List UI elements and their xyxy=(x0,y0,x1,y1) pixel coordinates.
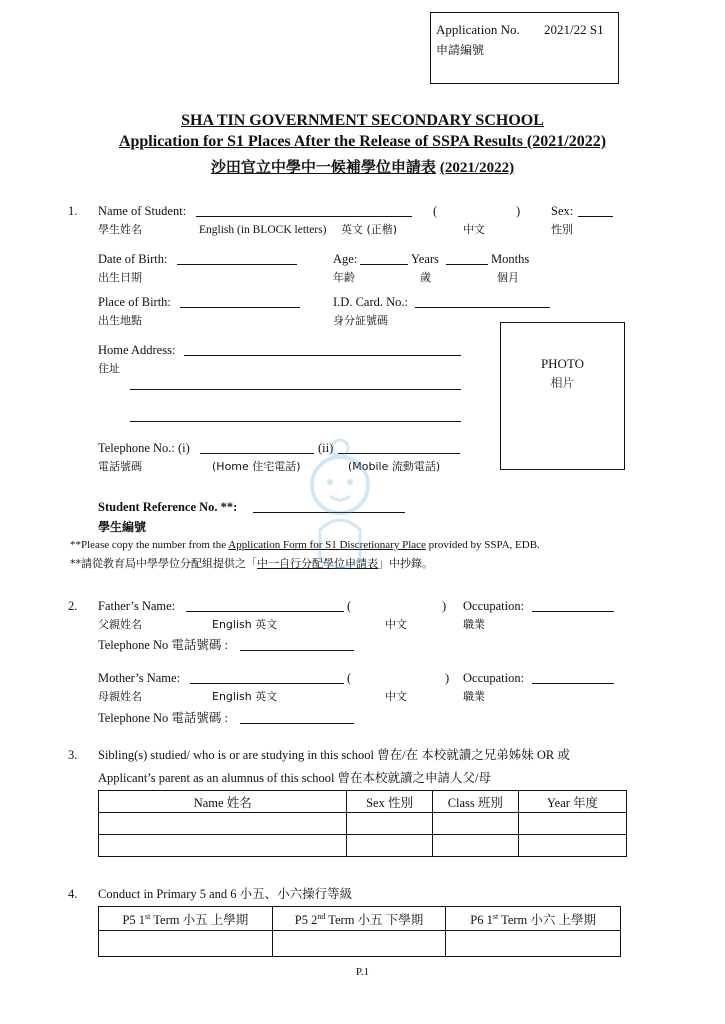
months-zh: 個月 xyxy=(497,271,519,284)
age-zh: 年齡 xyxy=(333,271,355,284)
home-address-label: Home Address: xyxy=(98,343,176,357)
sibling-year-cell[interactable] xyxy=(518,835,626,857)
chinese-name-zh: 中文 xyxy=(463,223,485,236)
id-card-label: I.D. Card. No.: xyxy=(333,295,408,309)
mother-name-english-line[interactable] xyxy=(190,683,344,684)
photo-box[interactable] xyxy=(500,322,625,470)
reference-note-en-pre: **Please copy the number from the xyxy=(70,539,227,551)
application-number-label: Application No. xyxy=(436,22,520,37)
conduct-p6-term1-sup: st xyxy=(492,911,499,921)
sibling-line-1: Sibling(s) studied/ who is or are studying in this school 曾在/在 本校就讀之兄弟姊妹 OR 或 xyxy=(98,748,570,762)
application-number-value: 2021/22 S1 xyxy=(544,22,604,37)
sex-zh: 性別 xyxy=(551,223,573,236)
reference-note-zh-link: 中一自行分配學位申請表 xyxy=(257,557,378,570)
conduct-p5-term2-sup: nd xyxy=(317,911,326,921)
table-row xyxy=(99,835,627,857)
reference-note-zh-post: 」中抄錄。 xyxy=(378,557,433,570)
section-3-number: 3. xyxy=(68,748,78,762)
mobile-telephone-hint: (Mobile 流動電話) xyxy=(348,460,441,473)
conduct-p6-term1-cell[interactable] xyxy=(446,931,621,957)
father-paren-open: ( xyxy=(347,599,352,613)
conduct-p6-term1-header xyxy=(446,907,621,931)
mother-occupation-line[interactable] xyxy=(532,683,614,684)
reference-note-en-post: provided by SSPA, EDB. xyxy=(428,539,540,551)
sibling-sex-cell[interactable] xyxy=(347,835,432,857)
table-header-row xyxy=(99,791,627,813)
sibling-class-header: Class 班別 xyxy=(432,791,518,813)
age-months-line[interactable] xyxy=(446,264,488,265)
dob-line[interactable] xyxy=(177,264,297,265)
student-reference-zh: 學生編號 xyxy=(98,520,147,534)
student-name-label: Name of Student: xyxy=(98,204,187,218)
student-name-paren-close: ) xyxy=(516,204,521,218)
home-telephone-line[interactable] xyxy=(200,453,314,454)
months-label: Months xyxy=(491,252,530,266)
father-name-label: Father’s Name: xyxy=(98,599,176,613)
english-block-hint-zh: 英文 (正楷) xyxy=(341,223,398,236)
student-name-english-line[interactable] xyxy=(196,216,412,217)
form-title-zh-wrap xyxy=(0,156,725,177)
conduct-p5-term2-cell[interactable] xyxy=(272,931,446,957)
sibling-name-cell[interactable] xyxy=(99,835,347,857)
conduct-p5-term2-header xyxy=(272,907,446,931)
pob-label: Place of Birth: xyxy=(98,295,171,309)
pob-zh: 出生地點 xyxy=(98,314,142,327)
father-telephone-label: Telephone No 電話號碼 : xyxy=(98,638,229,652)
student-name-paren-open: ( xyxy=(433,204,438,218)
section-4-number: 4. xyxy=(68,887,78,901)
father-telephone-line[interactable] xyxy=(240,650,354,651)
sibling-class-cell[interactable] xyxy=(432,813,518,835)
section-1-number: 1. xyxy=(68,204,78,218)
sibling-name-cell[interactable] xyxy=(99,813,347,835)
page-number: P.1 xyxy=(355,966,370,978)
mother-name-zh: 母親姓名 xyxy=(98,690,142,703)
age-years-line[interactable] xyxy=(360,264,408,265)
english-block-hint: English (in BLOCK letters) xyxy=(199,224,327,236)
sibling-sex-cell[interactable] xyxy=(347,813,432,835)
home-address-line-3[interactable] xyxy=(130,421,461,422)
form-title-zh-year: (2021/2022) xyxy=(439,160,515,176)
table-row xyxy=(99,813,627,835)
conduct-p5-term2-post: Term 小五 下學期 xyxy=(325,912,424,927)
father-occupation-label: Occupation: xyxy=(463,599,525,613)
conduct-p5-term2-pre: P5 2 xyxy=(294,912,318,927)
father-english-hint: English 英文 xyxy=(212,618,278,631)
telephone-label: Telephone No.: (i) xyxy=(98,441,190,455)
table-header-row xyxy=(99,907,621,931)
mother-english-hint: English 英文 xyxy=(212,690,278,703)
dob-label: Date of Birth: xyxy=(98,252,168,266)
sex-label: Sex: xyxy=(551,204,574,218)
conduct-p6-term1-pre: P6 1 xyxy=(470,912,493,927)
mother-chinese-zh: 中文 xyxy=(385,690,407,703)
conduct-p5-term1-cell[interactable] xyxy=(99,931,273,957)
home-address-zh: 住址 xyxy=(98,362,120,375)
sibling-year-cell[interactable] xyxy=(518,813,626,835)
home-address-line-2[interactable] xyxy=(130,389,461,390)
dob-zh: 出生日期 xyxy=(98,271,142,284)
section-2-number: 2. xyxy=(68,599,78,613)
telephone-zh: 電話號碼 xyxy=(98,460,142,473)
conduct-p6-term1-post: Term 小六 上學期 xyxy=(498,912,597,927)
id-card-line[interactable] xyxy=(415,307,550,308)
sibling-class-cell[interactable] xyxy=(432,835,518,857)
father-occupation-line[interactable] xyxy=(532,611,614,612)
baby-watermark-icon xyxy=(300,430,380,600)
sibling-table xyxy=(98,790,627,857)
father-paren-close: ) xyxy=(442,599,447,613)
mother-paren-open: ( xyxy=(347,671,352,685)
conduct-p5-term1-pre: P5 1 xyxy=(122,912,146,927)
photo-label: PHOTO xyxy=(540,356,585,371)
father-name-zh: 父親姓名 xyxy=(98,618,142,631)
conduct-p5-term1-header xyxy=(99,907,273,931)
application-number-label-zh: 申請編號 xyxy=(436,43,485,57)
years-zh: 歲 xyxy=(420,271,431,284)
mother-paren-close: ) xyxy=(445,671,450,685)
conduct-p5-term1-post: Term 小五 上學期 xyxy=(150,912,249,927)
conduct-table xyxy=(98,906,621,957)
application-number-box xyxy=(430,12,619,84)
father-chinese-zh: 中文 xyxy=(385,618,407,631)
home-address-line-1[interactable] xyxy=(184,355,461,356)
father-name-english-line[interactable] xyxy=(186,611,344,612)
home-telephone-hint: (Home 住宅電話) xyxy=(212,460,301,473)
pob-line[interactable] xyxy=(180,307,300,308)
mother-occupation-label: Occupation: xyxy=(463,671,525,685)
student-reference-label: Student Reference No. **: xyxy=(98,500,238,514)
student-name-zh: 學生姓名 xyxy=(98,223,142,236)
mother-occupation-zh: 職業 xyxy=(463,690,485,703)
sibling-line-2: Applicant’s parent as an alumnus of this school 曾在本校就讀之申請人父/母 xyxy=(98,771,492,785)
school-name: SHA TIN GOVERNMENT SECONDARY SCHOOL xyxy=(181,112,544,129)
id-card-zh: 身分証號碼 xyxy=(333,314,388,327)
photo-label-zh: 相片 xyxy=(550,376,575,390)
telephone-ii-label: (ii) xyxy=(318,441,334,455)
conduct-title: Conduct in Primary 5 and 6 小五、小六操行等級 xyxy=(98,887,353,901)
mother-name-label: Mother’s Name: xyxy=(98,671,181,685)
father-occupation-zh: 職業 xyxy=(463,618,485,631)
mother-telephone-label: Telephone No 電話號碼 : xyxy=(98,711,229,725)
form-title-en: Application for S1 Places After the Release of SSPA Results (2021/2022) xyxy=(118,133,607,150)
reference-note-zh-pre: **請從教育局中學學位分配組提供之「 xyxy=(70,557,257,570)
table-row xyxy=(99,931,621,957)
reference-note-en-link: Application Form for S1 Discretionary Place xyxy=(228,539,426,551)
sibling-sex-header: Sex 性別 xyxy=(347,791,432,813)
sibling-name-header: Name 姓名 xyxy=(99,791,347,813)
age-label: Age: xyxy=(333,252,358,266)
mother-telephone-line[interactable] xyxy=(240,723,354,724)
form-title-zh: 沙田官立中學中一候補學位申請表 xyxy=(210,158,436,176)
conduct-p5-term1-sup: st xyxy=(145,911,151,921)
years-label: Years xyxy=(411,252,439,266)
sex-line[interactable] xyxy=(578,216,613,217)
sibling-year-header: Year 年度 xyxy=(518,791,626,813)
